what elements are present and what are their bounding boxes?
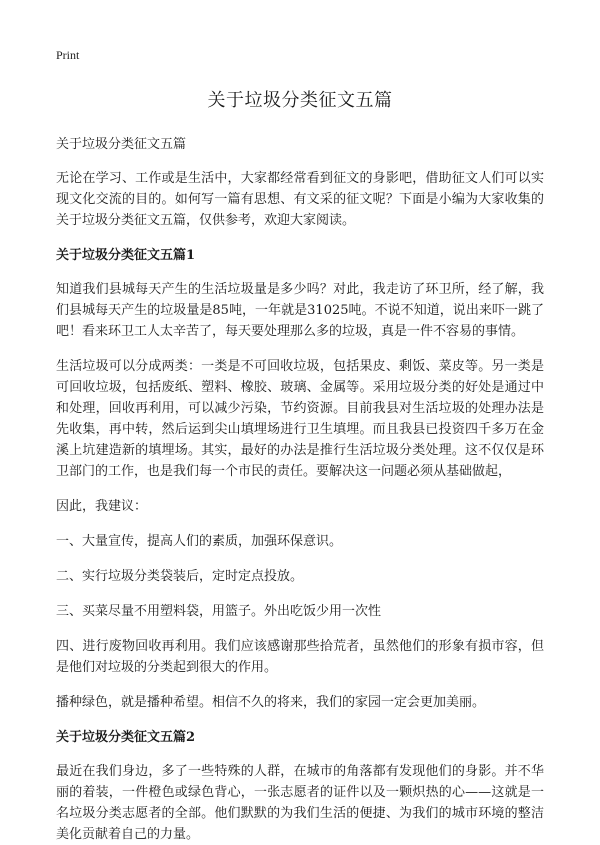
section-1-paragraph: 二、实行垃圾分类袋装后，定时定点投放。 [56,569,304,584]
section-heading-1: 关于垃圾分类征文五篇1 [56,248,196,263]
section-1-paragraph: 三、买菜尽量不用塑料袋，用篮子。外出吃饭少用一次性 [56,604,382,619]
section-heading-2: 关于垃圾分类征文五篇2 [56,730,196,745]
section-1-paragraph: 四、进行废物回收再利用。我们应该感谢那些拾荒者，虽然他们的形象有损市容，但是他们对垃圾的分类起到很大的作用。 [56,639,544,675]
section-1-paragraph: 因此，我建议： [56,499,148,514]
section-1-paragraph: 一、大量宣传，提高人们的素质，加强环保意识。 [56,534,343,549]
section-1-paragraph: 播种绿色，就是播种希望。相信不久的将来，我们的家园一定会更加美丽。 [56,695,486,710]
document-title: 关于垃圾分类征文五篇 [207,90,393,111]
section-1-paragraph: 知道我们县城每天产生的生活垃圾量是多少吗？对此，我走访了环卫所，经了解，我们县城每天产生的垃圾量是85吨，一年就是31025吨。不说不知道，说出来吓一跳了吧！看来环卫工人太辛苦了，每天要处理那么多的垃圾，真是一件不容易的事情。 [56,282,544,339]
print-label: Print [56,48,80,62]
section-1-paragraph: 生活垃圾可以分成两类：一类是不可回收垃圾，包括果皮、剩饭、菜皮等。另一类是可回收垃圾，包括废纸、塑料、橡胶、玻璃、金属等。采用垃圾分类的好处是通过中和处理，回收再利用，可以减少污染，节约资源。目前我县对生活垃圾的处理办法是先收集，再中转，然后运到尖山填埋场进行卫生填埋。而且我县已投资四千多万在金溪上坑建造新的填埋场。其实，最好的办法是推行生活垃圾分类处理。这不仅仅是环卫部门的工作，也是我们每一个市民的责任。要解决这一问题必须从基础做起， [56,359,544,479]
document-subtitle: 关于垃圾分类征文五篇 [56,137,187,152]
section-2-paragraph: 最近在我们身边，多了一些特殊的人群，在城市的角落都有发现他们的身影。并不华丽的着装，一件橙色或绿色背心，一张志愿者的证件以及一颗炽热的心——这就是一名垃圾分类志愿者的全部。他们默默的为我们生活的便捷、为我们的城市环境的整洁美化贡献着自己的力量。 [56,764,544,842]
intro-paragraph: 无论在学习、工作或是生活中，大家都经常看到征文的身影吧，借助征文人们可以实现文化交流的目的。如何写一篇有思想、有文采的征文呢？下面是小编为大家收集的关于垃圾分类征文五篇，仅供参考，欢迎大家阅读。 [56,171,544,228]
